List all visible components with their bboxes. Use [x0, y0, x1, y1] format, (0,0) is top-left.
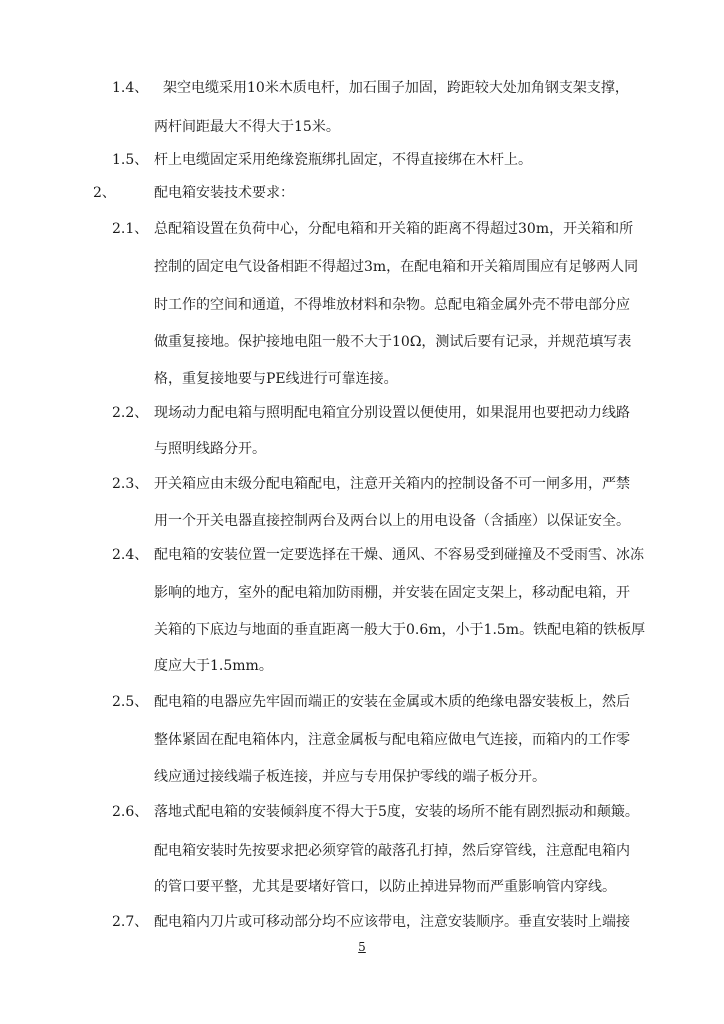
- text-line: 格，重复接地要与PE线进行可靠连接。: [154, 371, 398, 387]
- text-line: 两杆间距最大不得大于15米。: [154, 119, 340, 135]
- text-line: 配电箱内刀片或可移动部分均不应该带电，注意安装顺序。垂直安装时上端接: [154, 914, 630, 930]
- text-line: 开关箱应由末级分配电箱配电，注意开关箱内的控制设备不可一闸多用，严禁: [154, 476, 630, 492]
- item-number: 1.5、: [112, 152, 149, 168]
- item-number: 2.2、: [112, 405, 149, 421]
- text-line: 用一个开关电器直接控制两台及两台以上的用电设备（含插座）以保证安全。: [154, 513, 630, 529]
- item-number: 2.6、: [112, 804, 149, 820]
- item-number: 2.1、: [112, 221, 149, 237]
- item-number: 2.3、: [112, 476, 149, 492]
- text-line: 配电箱的安装位置一定要选择在干燥、通风、不容易受到碰撞及不受雨雪、冰冻: [154, 547, 644, 563]
- text-line: 与照明线路分开。: [154, 441, 266, 457]
- text-line: 的管口要平整，尤其是要堵好管口，以防止掉进异物而严重影响管内穿线。: [154, 879, 616, 895]
- text-line: 影响的地方，室外的配电箱加防雨棚，并安装在固定支架上，移动配电箱，开: [154, 585, 630, 601]
- text-line: 时工作的空间和通道，不得堆放材料和杂物。总配电箱金属外壳不带电部分应: [154, 297, 630, 313]
- text-line: 配电箱安装时先按要求把必须穿管的敲落孔打掉，然后穿管线，注意配电箱内: [154, 843, 630, 859]
- item-number: 2.5、: [112, 694, 149, 710]
- item-number: 1.4、: [112, 80, 149, 96]
- text-line: 杆上电缆固定采用绝缘瓷瓶绑扎固定，不得直接绑在木杆上。: [154, 152, 532, 168]
- text-line: 架空电缆采用10米木质电杆，加石围子加固，跨距较大处加角钢支架支撑，: [163, 80, 629, 96]
- text-line: 总配箱设置在负荷中心，分配电箱和开关箱的距离不得超过30m，开关箱和所: [154, 221, 634, 237]
- text-line: 配电箱的电器应先牢固而端正的安装在金属或木质的绝缘电器安装板上，然后: [154, 694, 630, 710]
- section-number: 2、: [93, 185, 116, 201]
- text-line: 度应大于1.5mm。: [154, 658, 273, 674]
- text-line: 关箱的下底边与地面的垂直距离一般大于0.6m，小于1.5m。铁配电箱的铁板厚: [154, 622, 646, 638]
- section-heading: 配电箱安装技术要求：: [154, 185, 294, 201]
- item-number: 2.7、: [112, 914, 149, 930]
- text-line: 做重复接地。保护接地电阻一般不大于10Ω，测试后要有记录，并规范填写表: [154, 334, 632, 350]
- text-line: 落地式配电箱的安装倾斜度不得大于5度，安装的场所不能有剧烈振动和颠簸。: [154, 804, 639, 820]
- text-line: 整体紧固在配电箱体内，注意金属板与配电箱应做电气连接，而箱内的工作零: [154, 732, 630, 748]
- text-line: 现场动力配电箱与照明配电箱宜分别设置以便使用，如果混用也要把动力线路: [154, 405, 630, 421]
- item-number: 2.4、: [112, 547, 149, 563]
- text-line: 控制的固定电气设备相距不得超过3m，在配电箱和开关箱周围应有足够两人同: [154, 259, 639, 275]
- page-number: 5: [358, 940, 366, 954]
- text-line: 线应通过接线端子板连接，并应与专用保护零线的端子板分开。: [154, 769, 546, 785]
